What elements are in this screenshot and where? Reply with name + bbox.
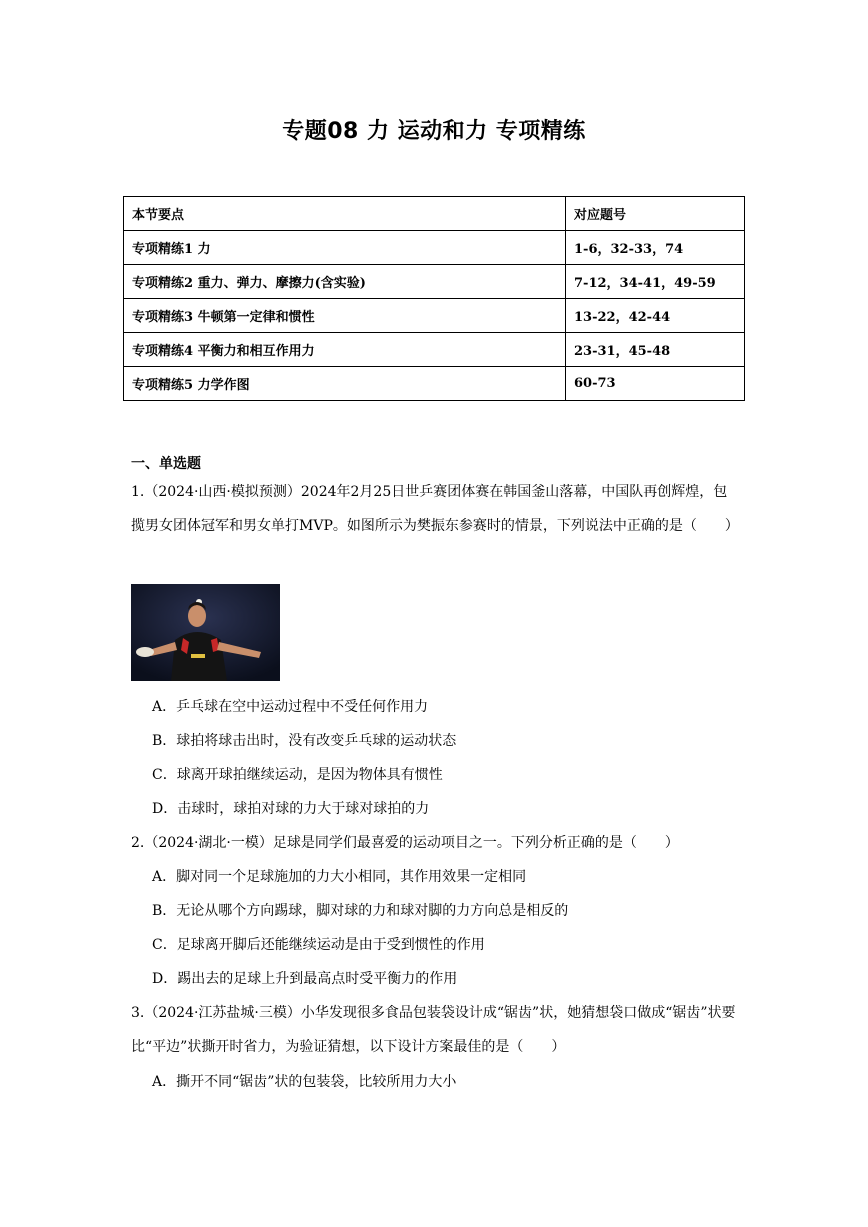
table-cell-numbers: 23-31，45-48 — [566, 333, 745, 367]
option-item: A．乒乓球在空中运动过程中不受任何作用力 — [152, 699, 429, 715]
table-cell-numbers: 60-73 — [566, 367, 745, 401]
table-cell-topic: 专项精练4 平衡力和相互作用力 — [124, 333, 566, 367]
question-stem: 3.（2024·江苏盐城·三模）小华发现很多食品包装袋设计成“锯齿”状，她猜想袋口做成“锯齿”状要比“平边”状撕开时省力，为验证猜想，以下设计方案最佳的是（ ） — [131, 1005, 736, 1055]
option-item: B．球拍将球击出时，没有改变乒乓球的运动状态 — [152, 733, 457, 749]
table-cell-topic: 专项精练2 重力、弹力、摩擦力(含实验) — [124, 265, 566, 299]
table-row — [124, 299, 745, 333]
table-header-cell: 对应题号 — [566, 197, 745, 231]
question-stem: 1.（2024·山西·模拟预测）2024年2月25日世乒赛团体赛在韩国釜山落幕，中国队再创辉煌，包揽男女团体冠军和男女单打MVP。如图所示为樊振东参赛时的情景，下列说法中正确的是（ ） — [131, 484, 739, 534]
option-item: B．无论从哪个方向踢球，脚对球的力和球对脚的力方向总是相反的 — [152, 903, 569, 919]
page-title: 专题08 力 运动和力 专项精练 — [282, 119, 586, 144]
table-tennis-photo — [131, 584, 280, 681]
option-item: A．撕开不同“锯齿”状的包装袋，比较所用力大小 — [152, 1074, 457, 1090]
option-item: C．球离开球拍继续运动，是因为物体具有惯性 — [152, 767, 443, 783]
table-cell-numbers: 13-22，42-44 — [566, 299, 745, 333]
table-row — [124, 265, 745, 299]
option-item: D．击球时，球拍对球的力大于球对球拍的力 — [152, 801, 430, 817]
topic-table — [123, 196, 745, 401]
table-header-cell: 本节要点 — [124, 197, 566, 231]
option-item: A．脚对同一个足球施加的力大小相同，其作用效果一定相同 — [152, 869, 527, 885]
table-row — [124, 231, 745, 265]
option-item: D．踢出去的足球上升到最高点时受平衡力的作用 — [152, 971, 458, 987]
table-cell-numbers: 7-12，34-41，49-59 — [566, 265, 745, 299]
table-cell-numbers: 1-6，32-33，74 — [566, 231, 745, 265]
option-item: C．足球离开脚后还能继续运动是由于受到惯性的作用 — [152, 937, 485, 953]
table-cell-topic: 专项精练3 牛顿第一定律和惯性 — [124, 299, 566, 333]
table-cell-topic: 专项精练5 力学作图 — [124, 367, 566, 401]
table-row — [124, 367, 745, 401]
question-stem: 2.（2024·湖北·一模）足球是同学们最喜爱的运动项目之一。下列分析正确的是（ ） — [131, 835, 679, 851]
table-header-row — [124, 197, 745, 231]
table-cell-topic: 专项精练1 力 — [124, 231, 566, 265]
table-row — [124, 333, 745, 367]
section-heading: 一、单选题 — [131, 456, 201, 472]
